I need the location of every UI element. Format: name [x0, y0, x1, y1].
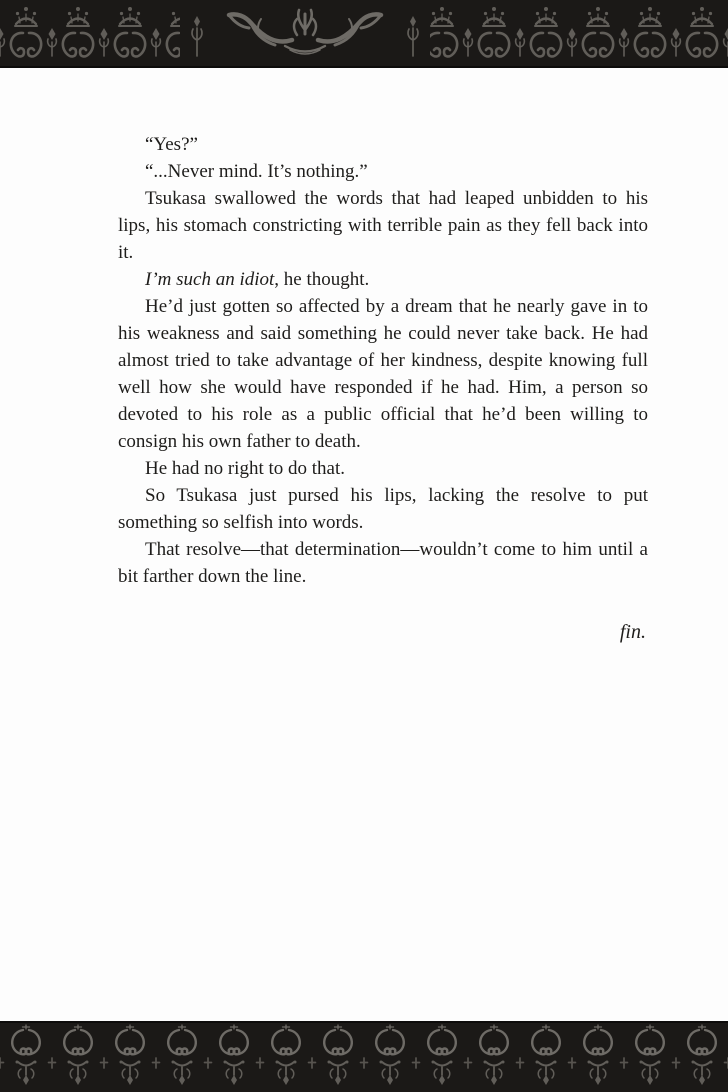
paragraph-5: [118, 293, 648, 455]
text-segment: I’m such an idiot: [145, 269, 275, 290]
text-segment: So Tsukasa just pursed his lips, lacking the resolve to put something so selfish into words.: [118, 485, 648, 533]
text-segment: “Yes?”: [145, 134, 198, 155]
decorative-border-top-icon: [0, 0, 728, 68]
paragraph-8: [118, 536, 648, 590]
paragraph-3: [118, 185, 648, 266]
flourish-zone: [180, 0, 430, 66]
text-segment: He’d just gotten so affected by a dream that he nearly gave in to his weakness and said something he could never take back. He had almost tried to take advantage of her kindness, despite knowing full well how she would have responded if he had. Him, a person so devoted to his role as a public official that he’d been willing to consign his own father to death.: [118, 296, 648, 452]
decorative-border-bottom-icon: [0, 1021, 728, 1092]
text-segment: That resolve—that determination—wouldn’t come to him until a bit farther down the line.: [118, 539, 648, 587]
top-band-edge: [0, 66, 728, 68]
fin-label: fin.: [619, 621, 646, 643]
text-segment: , he thought.: [274, 269, 370, 290]
body-text: [118, 131, 648, 590]
paragraph-7: [118, 482, 648, 536]
text-segment: He had no right to do that.: [145, 458, 345, 479]
paragraph-4: [118, 266, 648, 293]
paragraph-6: [118, 455, 648, 482]
paragraph-1: [118, 131, 648, 158]
scroll-pendant-pattern-icon: [0, 1023, 728, 1092]
paragraph-2: [118, 158, 648, 185]
bottom-band-edge: [0, 1021, 728, 1023]
text-segment: Tsukasa swallowed the words that had leaped unbidden to his lips, his stomach constricting with terrible pain as they fell back into it.: [118, 188, 648, 263]
text-segment: “...Never mind. It’s nothing.”: [145, 161, 368, 182]
